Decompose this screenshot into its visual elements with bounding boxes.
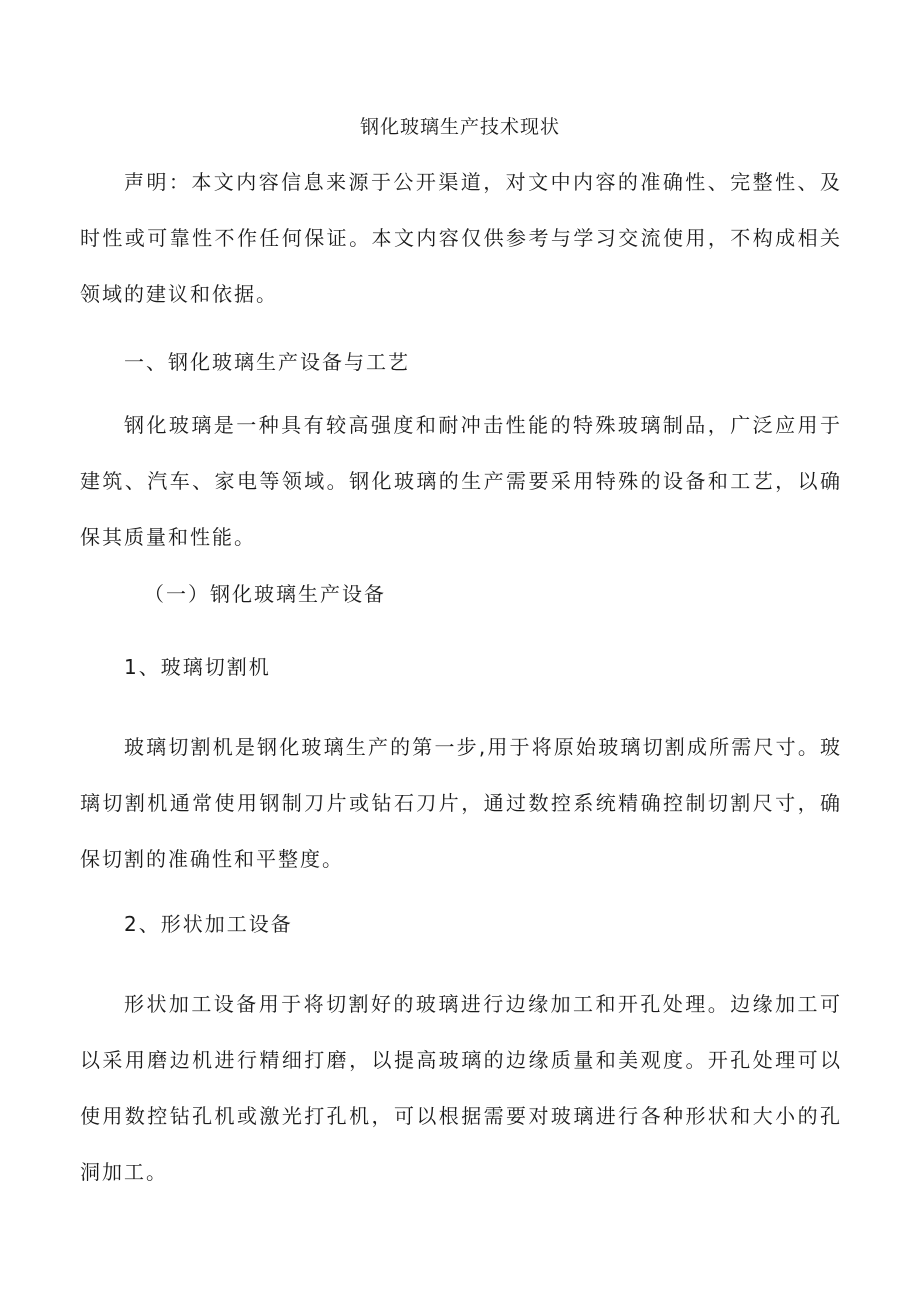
item-body-cutter: 玻璃切割机是钢化玻璃生产的第一步,用于将原始玻璃切割成所需尺寸。玻璃切割机通常使用钢制刀片或钻石刀片，通过数控系统精确控制切割尺寸，确保切割的准确性和平整度。 [80,735,842,871]
item-heading-cutter: 1、玻璃切割机 [124,655,271,679]
document-title: 钢化玻璃生产技术现状 [359,116,560,138]
subsection-heading: （一）钢化玻璃生产设备 [144,582,386,606]
item-heading-shaping: 2、形状加工设备 [124,912,293,936]
item-body-shaping: 形状加工设备用于将切割好的玻璃进行边缘加工和开孔处理。边缘加工可以采用磨边机进行精细打磨，以提高玻璃的边缘质量和美观度。开孔处理可以使用数控钻孔机或激光打孔机，可以根据需要对玻璃进行各种形状和大小的孔洞加工。 [80,992,842,1184]
intro-paragraph: 钢化玻璃是一种具有较高强度和耐冲击性能的特殊玻璃制品，广泛应用于建筑、汽车、家电等领域。钢化玻璃的生产需要采用特殊的设备和工艺，以确保其质量和性能。 [80,413,842,549]
section-heading: 一、钢化玻璃生产设备与工艺 [124,350,410,374]
disclaimer-paragraph: 声明：本文内容信息来源于公开渠道，对文中内容的准确性、完整性、及时性或可靠性不作任何保证。本文内容仅供参考与学习交流使用，不构成相关领域的建议和依据。 [80,170,842,306]
